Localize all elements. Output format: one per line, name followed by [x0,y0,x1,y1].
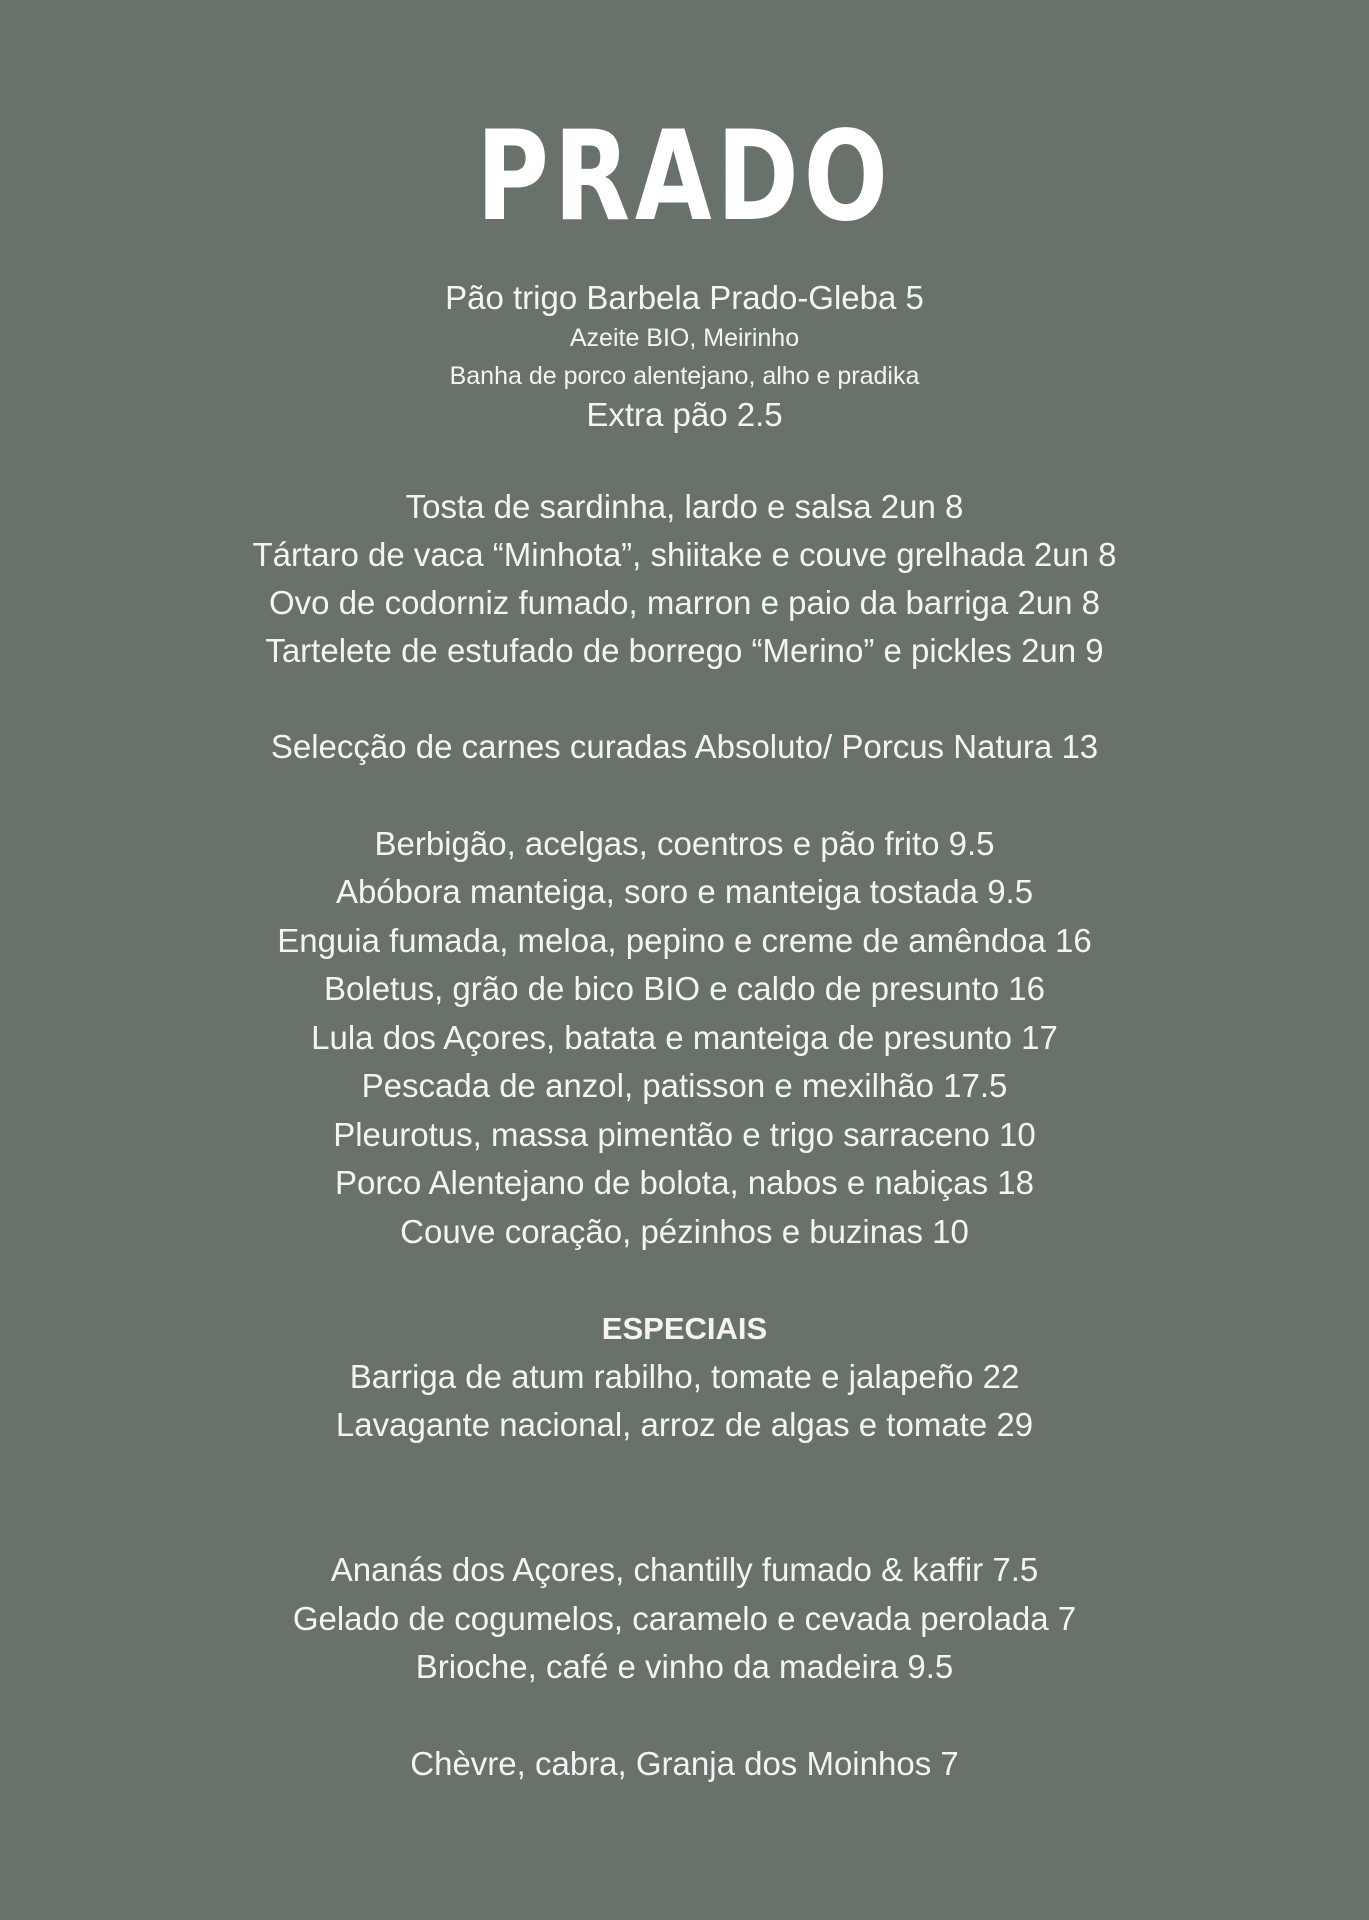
special-item: Lavagante nacional, arroz de algas e tomate 29 [335,1406,1034,1443]
cheese-item: Chèvre, cabra, Granja dos Moinhos 7 [410,1745,959,1782]
bread-accompaniment-2: Banha de porco alentejano, alho e pradika [449,362,920,390]
main-dish-item: Enguia fumada, meloa, pepino e creme de amêndoa 16 [277,922,1092,959]
main-dish-item: Abóbora manteiga, soro e manteiga tostada 9.5 [335,873,1034,910]
snack-item: Tártaro de vaca “Minhota”, shiitake e couve grelhada 2un 8 [252,536,1117,573]
main-dish-item: Boletus, grão de bico BIO e caldo de presunto 16 [324,970,1045,1007]
snack-item: Tosta de sardinha, lardo e salsa 2un 8 [405,488,964,525]
main-dish-item: Lula dos Açores, batata e manteiga de presunto 17 [311,1019,1058,1056]
bread-accompaniment-1: Azeite BIO, Meirinho [569,324,800,352]
main-dish-item: Pescada de anzol, patisson e mexilhão 17.5 [361,1067,1008,1104]
main-dish-item: Porco Alentejano de bolota, nabos e nabiças 18 [334,1164,1035,1201]
snack-item: Ovo de codorniz fumado, marron e paio da barriga 2un 8 [269,584,1100,621]
restaurant-logo: PRADO [476,105,893,249]
special-item: Barriga de atum rabilho, tomate e jalapeño 22 [349,1358,1020,1395]
charcuterie-item: Selecção de carnes curadas Absoluto/ Porcus Natura 13 [270,728,1099,765]
main-dish-item: Pleurotus, massa pimentão e trigo sarraceno 10 [333,1116,1036,1153]
specials-heading: ESPECIAIS [601,1311,768,1346]
dessert-item: Brioche, café e vinho da madeira 9.5 [415,1648,954,1685]
main-dish-item: Berbigão, acelgas, coentros e pão frito 9.5 [374,825,995,862]
dessert-item: Ananás dos Açores, chantilly fumado & kaffir 7.5 [330,1551,1039,1588]
main-dish-item: Couve coração, pézinhos e buzinas 10 [400,1213,969,1250]
dessert-item: Gelado de cogumelos, caramelo e cevada perolada 7 [292,1600,1077,1637]
snack-item: Tartelete de estufado de borrego “Merino” e pickles 2un 9 [265,632,1104,669]
extra-bread-item: Extra pão 2.5 [586,396,783,433]
bread-item: Pão trigo Barbela Prado-Gleba 5 [445,279,924,316]
